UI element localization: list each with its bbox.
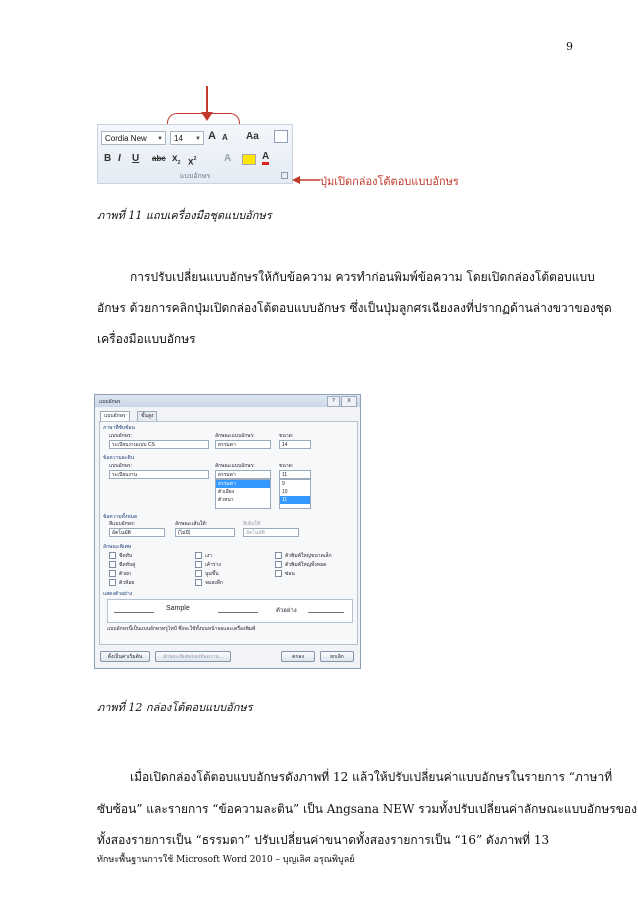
change-case-button[interactable]: Aa — [246, 131, 259, 142]
paragraph-2-line-2: ซับซ้อน” และรายการ “ข้อความละติน” เป็น Angsana NEW รวมทั้งปรับเปลี่ยนค่าลักษณะแบบอักษรของ — [97, 802, 637, 816]
preview-thai: ตัวอย่าง — [276, 608, 297, 614]
effects-section-label: ลักษณะพิเศษ — [103, 544, 132, 550]
launcher-annotation: ปุ่มเปิดกล่องโต้ตอบแบบอักษร — [320, 175, 459, 188]
underline-color-label: สีเส้นใต้: — [243, 521, 262, 527]
font-name-box[interactable]: Cordia New ▼ — [101, 131, 166, 145]
effect-checkbox[interactable]: ตัวพิมพ์ใหญ่ทั้งหมด — [275, 561, 327, 569]
figure-11-caption: ภาพที่ 11 แถบเครื่องมือชุดแบบอักษร — [97, 209, 272, 222]
grow-font-button[interactable]: A — [208, 130, 216, 142]
text-effects-button[interactable]: ลักษณะพิเศษของข้อความ... — [155, 651, 231, 662]
effect-checkbox[interactable]: นูนขึ้น — [195, 570, 219, 578]
font-ribbon-group — [97, 124, 293, 184]
latin-font-select[interactable]: ระเบียบงาน — [109, 470, 209, 479]
complex-size-label: ขนาด: — [279, 433, 294, 439]
paragraph-2-line-1: เมื่อเปิดกล่องโต้ตอบแบบอักษรดังภาพที่ 12 แล้วให้ปรับเปลี่ยนค่าแบบอักษรในรายการ “ภาษาที่ — [130, 770, 613, 784]
clear-format-icon[interactable] — [274, 130, 288, 143]
text-effects-icon[interactable]: A — [224, 153, 232, 164]
complex-section-label: ภาษาที่ซับซ้อน — [103, 425, 135, 431]
list-item[interactable]: ตัวเอียง — [218, 489, 235, 495]
font-color-label: สีแบบอักษร: — [109, 521, 136, 527]
effect-checkbox[interactable]: ขีดทับคู่ — [109, 561, 135, 569]
page-number: 9 — [566, 40, 573, 53]
font-color-button[interactable]: A — [262, 151, 269, 165]
ok-button[interactable]: ตกลง — [281, 651, 315, 662]
all-text-section-label: ข้อความทั้งหมด — [103, 514, 138, 520]
font-group-label: แบบอักษร — [179, 173, 211, 180]
complex-font-select[interactable]: ระเบียบงานแบบ CS — [109, 440, 209, 449]
page-footer: ทักษะพื้นฐานการใช้ Microsoft Word 2010 – บุญเลิศ อรุณพิบูลย์ — [97, 855, 355, 865]
complex-size-select[interactable]: 14 — [279, 440, 311, 449]
figure-12-caption: ภาพที่ 12 กล่องโต้ตอบแบบอักษร — [97, 701, 253, 714]
effect-checkbox[interactable]: จมลงลึก — [195, 579, 223, 587]
superscript-button[interactable]: $x^2$ — [188, 156, 197, 168]
paragraph-1-line-1: การปรับเปลี่ยนแบบอักษรให้กับข้อความ ควรทำก่อนพิมพ์ข้อความ โดยเปิดกล่องโต้ตอบแบบ — [130, 270, 595, 284]
effect-checkbox[interactable]: ตัวยก — [109, 570, 131, 578]
dialog-title-bar — [95, 395, 360, 407]
preview-box — [107, 599, 353, 623]
preview-section-label: แสดงตัวอย่าง — [103, 591, 133, 597]
list-item[interactable]: 11 — [280, 496, 310, 504]
effect-checkbox[interactable]: ตัวพิมพ์ใหญ่ขนาดเล็ก — [275, 552, 332, 560]
size-listbox[interactable] — [279, 479, 311, 509]
truetype-note: แบบอักษรนี้เป็นแบบอักษรทรูไทป์ ซึ่งจะใช้ทั้งบนหน้าจอและเครื่องพิมพ์ — [107, 626, 256, 632]
effect-checkbox[interactable]: ขีดทับ — [109, 552, 132, 560]
help-button[interactable]: ? — [327, 396, 340, 407]
list-item[interactable]: ตัวหนา — [218, 497, 234, 503]
list-item[interactable]: 10 — [282, 489, 288, 495]
tab-advanced[interactable]: ขั้นสูง — [137, 411, 157, 421]
tab-font[interactable]: แบบอักษร — [100, 411, 130, 421]
bold-button[interactable]: B — [104, 153, 112, 164]
effect-checkbox[interactable]: เงา — [195, 552, 212, 560]
subscript-button[interactable]: $x_2$ — [172, 153, 181, 166]
latin-size-label: ขนาด: — [279, 463, 294, 469]
latin-font-label: แบบอักษร: — [109, 463, 132, 469]
list-item[interactable]: ธรรมดา — [216, 480, 270, 488]
paragraph-1-line-2: อักษร ด้วยการคลิกปุ่มเปิดกล่องโต้ตอบแบบอักษร ซึ่งเป็นปุ่มลูกศรเฉียงลงที่ปรากฏด้านล่างขวาของชุด — [97, 301, 612, 315]
font-size-box[interactable]: 14 ▼ — [170, 131, 204, 145]
italic-button[interactable]: I — [118, 153, 121, 164]
paragraph-2-line-3: ทั้งสองรายการเป็น “ธรรมดา” ปรับเปลี่ยนค่าขนาดทั้งสองรายการเป็น “16” ดังภาพที่ 13 — [97, 833, 550, 847]
preview-sample: Sample — [166, 605, 190, 612]
effect-checkbox[interactable]: เค้าร่าง — [195, 561, 221, 569]
dialog-title: แบบอักษร — [99, 399, 121, 405]
cancel-button[interactable]: ยกเลิก — [320, 651, 354, 662]
effect-checkbox[interactable]: ซ่อน — [275, 570, 295, 578]
left-arrow-icon — [292, 174, 320, 186]
latin-size-input[interactable]: 11 — [279, 470, 311, 479]
strikethrough-button[interactable]: abe — [152, 154, 166, 163]
latin-style-label: ลักษณะแบบอักษร: — [215, 463, 255, 469]
font-color-select[interactable]: อัตโนมัติ — [109, 528, 165, 537]
underline-style-select[interactable]: (ไม่มี) — [175, 528, 235, 537]
complex-style-select[interactable]: ธรรมดา — [215, 440, 271, 449]
set-default-button[interactable]: ตั้งเป็นค่าเริ่มต้น — [100, 651, 150, 662]
latin-section-label: ข้อความละติน — [103, 455, 135, 461]
highlight-color-icon[interactable] — [242, 154, 256, 165]
shrink-font-button[interactable]: A — [222, 133, 228, 142]
font-dialog — [94, 394, 361, 669]
underline-button[interactable]: U — [132, 153, 140, 164]
underline-color-select[interactable]: อัตโนมัติ — [243, 528, 299, 537]
effect-checkbox[interactable]: ตัวห้อย — [109, 579, 134, 587]
list-item[interactable]: 9 — [282, 481, 285, 487]
complex-style-label: ลักษณะแบบอักษร: — [215, 433, 255, 439]
complex-font-label: แบบอักษร: — [109, 433, 132, 439]
style-listbox[interactable] — [215, 479, 271, 509]
close-button[interactable]: X — [341, 396, 357, 407]
paragraph-1-line-3: เครื่องมือแบบอักษร — [97, 332, 196, 346]
underline-style-label: ลักษณะเส้นใต้: — [175, 521, 207, 527]
dialog-launcher-icon[interactable] — [281, 172, 288, 179]
latin-style-input[interactable]: ธรรมดา — [215, 470, 271, 479]
